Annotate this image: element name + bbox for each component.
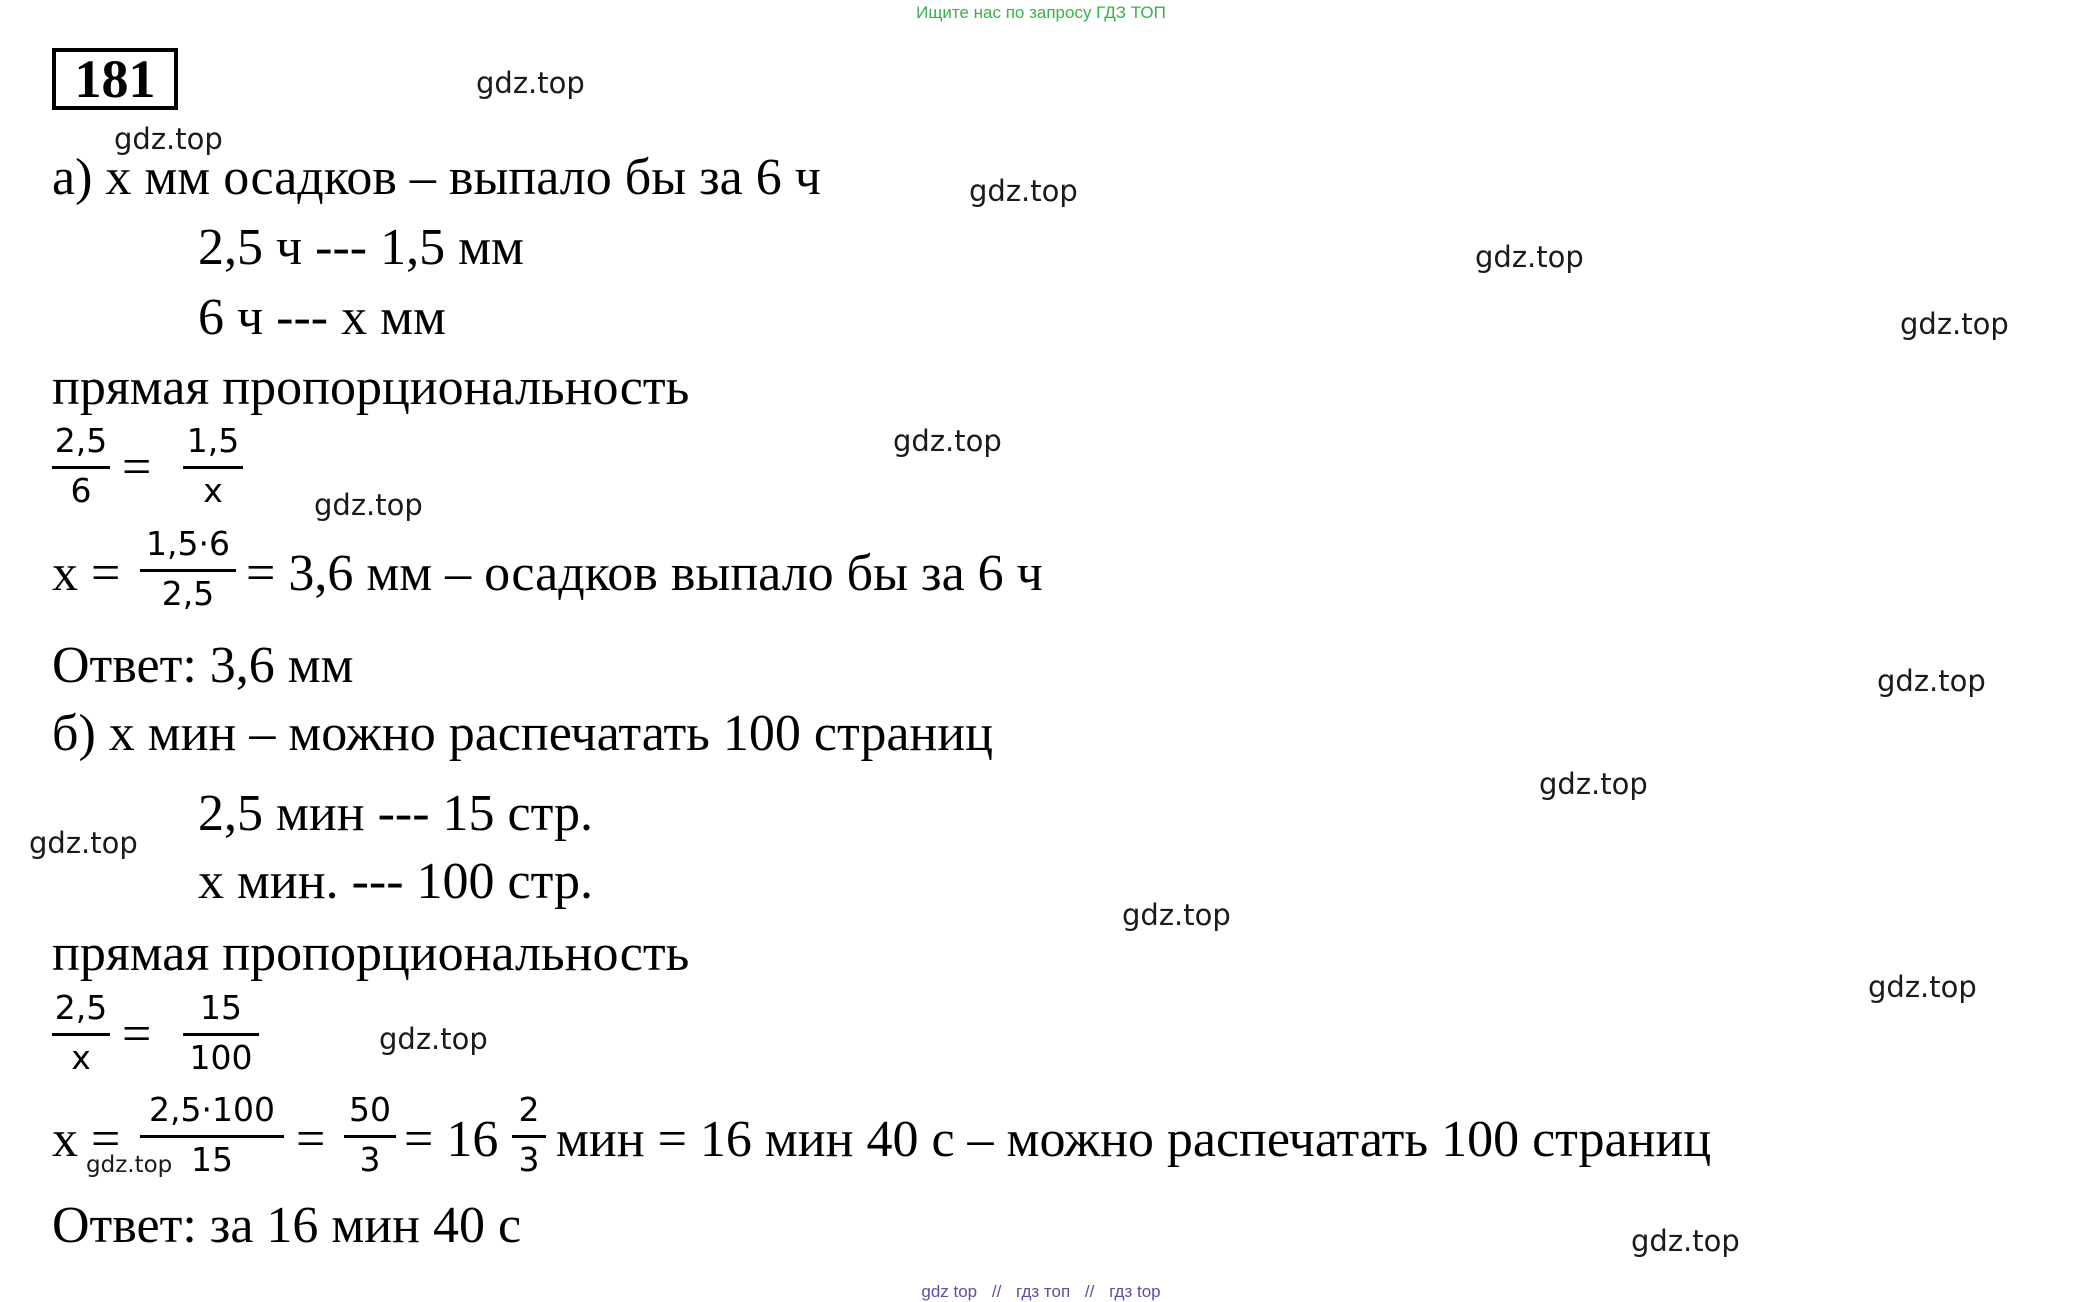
watermark: gdz.top [114,122,223,156]
numerator: 1,5·6 [146,524,230,563]
bottom-banner-part: gdz top [921,1282,978,1301]
part-a-calc-x: x = [52,545,121,602]
part-a-intro: а) x мм осадков – выпало бы за 6 ч [52,149,821,206]
numerator: 15 [200,988,242,1027]
part-b-answer: Ответ: за 16 мин 40 с [52,1197,522,1254]
denominator: 3 [359,1140,381,1179]
part-b-calc-fraction-2 [344,1090,396,1179]
watermark: gdz.top [893,424,1002,458]
watermark: gdz.top [1122,898,1231,932]
denominator: 3 [518,1140,540,1179]
part-b-prop-right-fraction [183,988,259,1077]
part-a-row2: 6 ч --- x мм [198,289,446,346]
numerator: 2 [518,1090,540,1129]
part-a-answer: Ответ: 3,6 мм [52,637,354,694]
bottom-banner-separator: // [1084,1282,1095,1301]
watermark: gdz.top [86,1152,173,1178]
bottom-banner-part: гдз top [1109,1282,1161,1301]
top-banner: Ищите нас по запросу ГДЗ ТОП [916,3,1166,22]
part-b-calc-x: x = [52,1111,121,1168]
part-b-relation: прямая пропорциональность [52,925,690,982]
numerator: 2,5 [54,988,108,1027]
part-a-calc-fraction [140,524,236,613]
bottom-banner-separator: // [991,1282,1002,1301]
part-b-calc-mixed-fraction [512,1090,546,1179]
watermark: gdz.top [1539,767,1648,801]
watermark: gdz.top [1868,970,1977,1004]
part-b-calc-equals-1: = [296,1111,326,1168]
numerator: 2,5·100 [149,1090,275,1129]
watermark: gdz.top [1475,240,1584,274]
watermark: gdz.top [29,826,138,860]
part-b-row1: 2,5 мин --- 15 стр. [198,785,593,842]
part-b-calc-equals-2: = 16 [404,1111,499,1168]
part-b-calc-result: мин = 16 мин 40 с – можно распечатать 100 страниц [556,1111,1712,1168]
denominator: 100 [189,1038,253,1077]
part-a-row1: 2,5 ч --- 1,5 мм [198,219,524,276]
watermark: gdz.top [379,1022,488,1056]
watermark: gdz.top [314,488,423,522]
watermark: gdz.top [476,66,585,100]
part-a-prop-right-fraction [183,421,243,510]
watermark: gdz.top [1877,664,1986,698]
watermark: gdz.top [969,174,1078,208]
denominator: 2,5 [161,574,215,613]
numerator: 50 [349,1090,391,1129]
denominator: x [71,1038,91,1077]
denominator: 6 [70,471,92,510]
part-b-intro: б) x мин – можно распечатать 100 страниц [52,705,993,762]
part-b-row2: x мин. --- 100 стр. [198,853,593,910]
denominator: 15 [191,1140,233,1179]
part-b-calc-fraction [140,1090,284,1179]
numerator: 2,5 [54,421,108,460]
part-b-prop-left-fraction [52,988,110,1077]
part-a-relation: прямая пропорциональность [52,359,690,416]
denominator: x [203,471,223,510]
part-a-calc-result: = 3,6 мм – осадков выпало бы за 6 ч [246,545,1043,602]
part-a-prop-equals: = [122,439,152,496]
numerator: 1,5 [186,421,240,460]
part-b-prop-equals: = [122,1006,152,1063]
bottom-banner [0,1282,2082,1302]
part-a-prop-left-fraction [52,421,110,510]
task-number: 181 [52,48,178,110]
watermark: gdz.top [1631,1224,1740,1258]
bottom-banner-part: гдз топ [1016,1282,1071,1301]
watermark: gdz.top [1900,307,2009,341]
